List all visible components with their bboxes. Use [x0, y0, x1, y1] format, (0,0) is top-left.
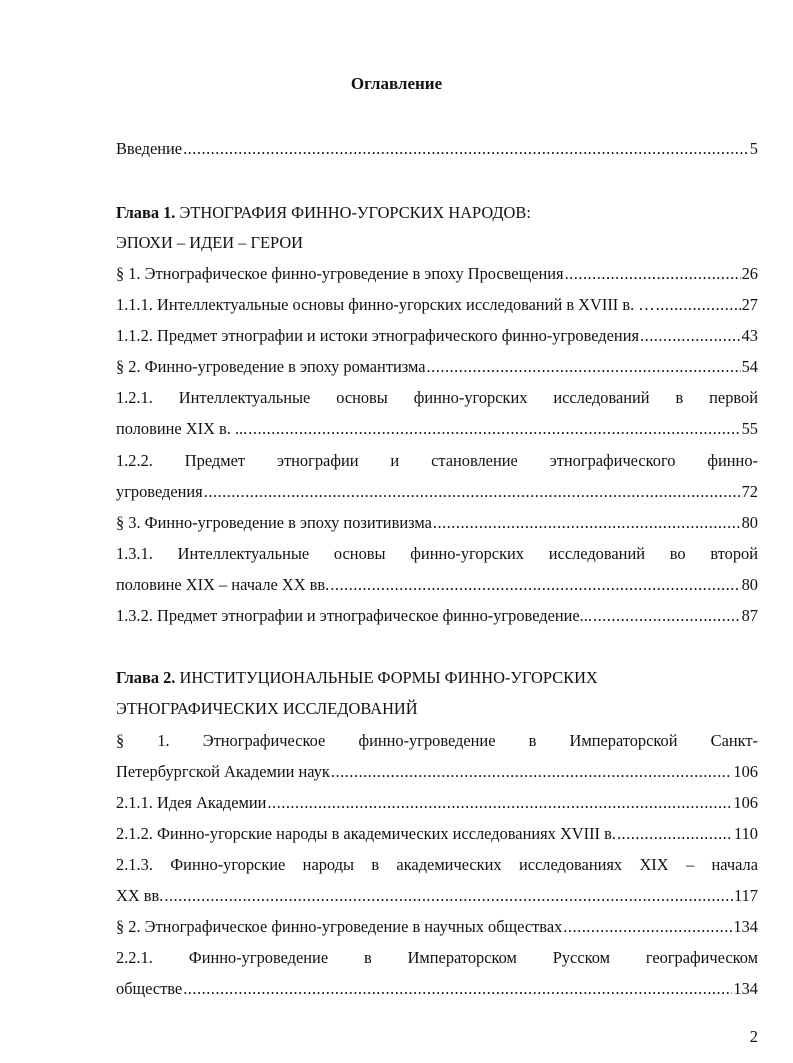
leader-dots	[640, 326, 741, 346]
toc-entry-text: угроведения	[116, 482, 203, 501]
toc-entry-line1[interactable]: 1.2.1. Интеллектуальные основы финно-угорских исследований в первой	[116, 388, 758, 407]
toc-entry-text: половине XIX – начале XX вв.	[116, 575, 330, 594]
toc-page-number: 106	[733, 793, 758, 812]
toc-entry-text: Петербургской Академии наук	[116, 762, 330, 781]
toc-page-number: 43	[741, 326, 758, 345]
leader-dots	[433, 513, 741, 533]
page-title: Оглавление	[350, 74, 443, 93]
toc-page-number: 134	[733, 979, 758, 998]
toc-entry-line1[interactable]: 2.1.3. Финно-угорские народы в академических исследованиях XIX – начала	[116, 855, 758, 874]
leader-dots	[330, 575, 740, 595]
toc-page-number: 27	[741, 295, 758, 314]
toc-entry-text: § 2. Этнографическое финно-угроведение в научных обществах	[116, 917, 563, 936]
toc-page-number: 54	[741, 357, 758, 376]
toc-page-number: 87	[741, 606, 758, 625]
toc-entry-intro[interactable]	[116, 139, 758, 159]
leader-dots	[183, 979, 732, 999]
toc-entry-text: обществе	[116, 979, 183, 998]
toc-page-number: 80	[741, 575, 758, 594]
toc-page-number: 134	[733, 917, 758, 936]
toc-entry-text: 1.1.2. Предмет этнографии и истоки этнографического финно-угроведения	[116, 326, 640, 345]
leader-dots	[164, 886, 733, 906]
toc-entry-line1[interactable]: 1.2.2. Предмет этнографии и становление этнографического финно-	[116, 451, 758, 470]
toc-entry-line1[interactable]: § 1. Этнографическое финно-угроведение в Императорской Санкт-	[116, 731, 758, 750]
leader-dots	[331, 762, 733, 782]
toc-entry-line1[interactable]: 2.2.1. Финно-угроведение в Императорском Русском географическом	[116, 948, 758, 967]
leader-dots	[204, 482, 741, 502]
toc-entry-text: 1.1.1. Интеллектуальные основы финно-угорских исследований в XVIII в. …	[116, 295, 655, 314]
toc-page-number: 72	[741, 482, 758, 501]
chapter1-title: ЭТНОГРАФИЯ ФИННО-УГОРСКИХ НАРОДОВ:	[179, 203, 531, 222]
toc-page-number: 26	[741, 264, 758, 283]
leader-dots	[565, 264, 741, 284]
chapter1-label: Глава 1.	[116, 203, 176, 222]
leader-dots	[656, 295, 741, 315]
chapter2-label: Глава 2.	[116, 668, 176, 687]
toc-entry-text: 2.1.1. Идея Академии	[116, 793, 267, 812]
toc-entry[interactable]	[116, 606, 758, 626]
toc-page-number: 80	[741, 513, 758, 532]
toc-entry-text: 1.3.2. Предмет этнографии и этнографическое финно-угроведение...	[116, 606, 592, 625]
toc-entry-line2[interactable]	[116, 419, 758, 439]
leader-dots	[427, 357, 741, 377]
toc-entry[interactable]	[116, 264, 758, 284]
leader-dots	[267, 793, 732, 813]
toc-page-number: 55	[741, 419, 758, 438]
toc-entry[interactable]	[116, 295, 758, 315]
toc-entry-line1[interactable]: 1.3.1. Интеллектуальные основы финно-угорских исследований во второй	[116, 544, 758, 563]
leader-dots	[617, 824, 733, 844]
toc-entry-line2[interactable]	[116, 979, 758, 999]
toc-entry[interactable]	[116, 793, 758, 813]
toc-entry[interactable]	[116, 326, 758, 346]
leader-dots	[563, 917, 732, 937]
toc-entry-text: § 1. Этнографическое финно-угроведение в эпоху Просвещения	[116, 264, 564, 283]
toc-entry-text: § 3. Финно-угроведение в эпоху позитивизма	[116, 513, 432, 532]
chapter2-title: ИНСТИТУЦИОНАЛЬНЫЕ ФОРМЫ ФИННО-УГОРСКИХ	[179, 668, 598, 687]
leader-dots	[183, 139, 749, 159]
chapter2-heading	[116, 668, 758, 688]
toc-page-number: 106	[733, 762, 758, 781]
toc-entry-line2[interactable]	[116, 762, 758, 782]
leader-dots	[248, 419, 740, 439]
toc-entry-text: XX вв.	[116, 886, 164, 905]
toc-entry-text: половине XIX в. ...	[116, 419, 248, 438]
page-number: 2	[749, 1027, 758, 1046]
toc-entry[interactable]	[116, 824, 758, 844]
chapter1-heading	[116, 203, 758, 223]
toc-entry-line2[interactable]	[116, 575, 758, 595]
toc-page-number: 117	[734, 886, 758, 905]
toc-entry-text: Введение	[116, 139, 183, 158]
toc-entry-text: 2.1.2. Финно-угорские народы в академических исследованиях XVIII в.	[116, 824, 616, 843]
toc-entry-text: § 2. Финно-угроведение в эпоху романтизма	[116, 357, 426, 376]
toc-page-number: 5	[749, 139, 758, 158]
chapter1-heading-line2: ЭПОХИ – ИДЕИ – ГЕРОИ	[116, 233, 304, 252]
toc-entry[interactable]	[116, 917, 758, 937]
toc-entry-line2[interactable]	[116, 482, 758, 502]
toc-entry[interactable]	[116, 513, 758, 533]
chapter2-heading-line2: ЭТНОГРАФИЧЕСКИХ ИССЛЕДОВАНИЙ	[116, 699, 418, 718]
toc-page-number: 110	[734, 824, 758, 843]
toc-entry-line2[interactable]	[116, 886, 758, 906]
toc-entry[interactable]	[116, 357, 758, 377]
leader-dots	[593, 606, 741, 626]
